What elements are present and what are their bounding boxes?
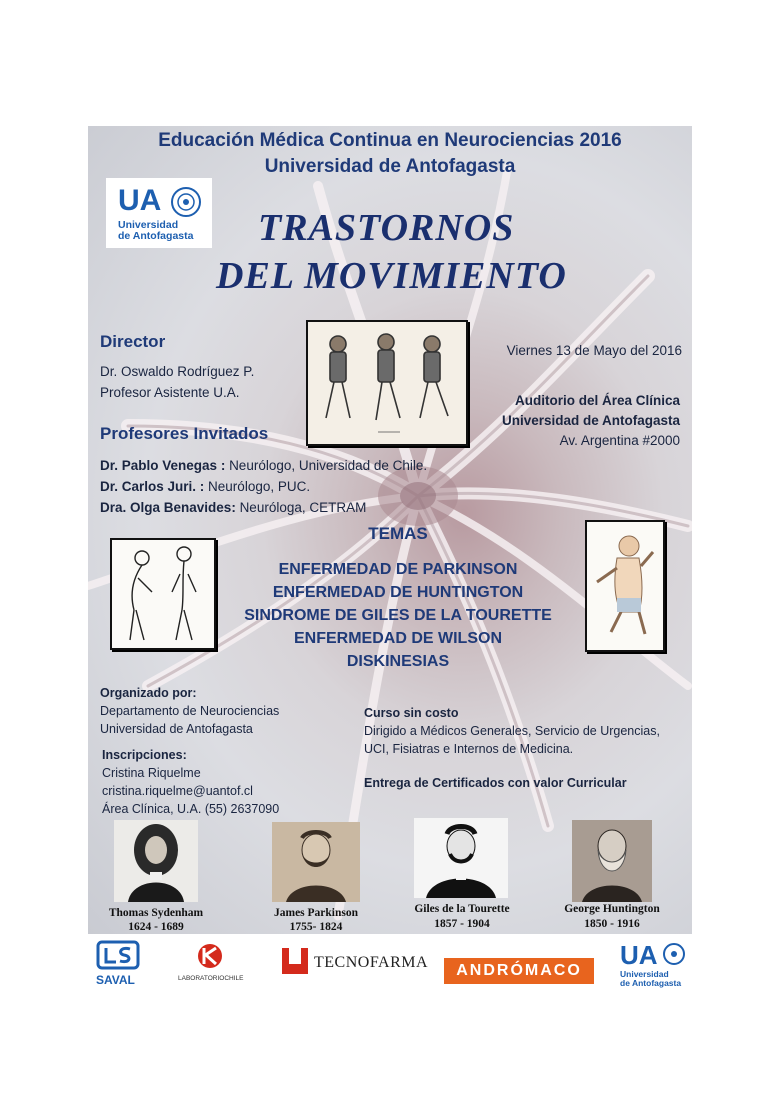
registration-email[interactable]: cristina.riquelme@uantof.cl <box>102 784 253 798</box>
tecnofarma-text: TECNOFARMA <box>314 954 429 971</box>
title-line-2: DEL MOVIMIENTO <box>216 255 567 297</box>
registration-phone: Área Clínica, U.A. (55) 2637090 <box>102 802 280 816</box>
topic-4: ENFERMEDAD DE WILSON <box>294 630 502 647</box>
director-heading: Director <box>100 332 166 351</box>
chorea-illustration <box>306 320 468 446</box>
walking-children-icon <box>308 322 466 444</box>
huntington-portrait-icon <box>572 820 652 902</box>
portrait-huntington <box>572 820 652 902</box>
portrait-years-2: 1755- 1824 <box>289 921 343 933</box>
guest-1-detail: Neurólogo, Universidad de Chile. <box>229 458 428 473</box>
poster <box>88 126 692 934</box>
guest-3-sep: : <box>231 500 240 515</box>
laboratorio-chile-text: LABORATORIOCHILE <box>178 975 244 982</box>
sponsor-logos <box>88 934 692 1000</box>
parkinson-illustration <box>110 538 216 650</box>
director-role: Profesor Asistente U.A. <box>100 385 240 400</box>
ua-sponsor-seal-icon <box>662 942 686 966</box>
tecnofarma-mark-icon <box>280 946 310 976</box>
guest-3 <box>100 497 366 518</box>
ua-sponsor-line-1: Universidad <box>620 969 669 979</box>
event-venue-line-2: Universidad de Antofagasta <box>501 413 680 428</box>
portrait-years-1: 1624 - 1689 <box>128 921 184 933</box>
portrait-years-4: 1850 - 1916 <box>584 918 640 930</box>
registration-name: Cristina Riquelme <box>102 766 201 780</box>
portrait-name-1: Thomas Sydenham <box>108 907 204 919</box>
tourette-illustration <box>585 520 665 652</box>
guest-1 <box>100 455 427 476</box>
portrait-name-4: George Huntington <box>564 903 660 915</box>
course-certificates: Entrega de Certificados con valor Curricular <box>364 776 627 790</box>
course-heading: Curso sin costo <box>364 706 459 720</box>
event-date: Viernes 13 de Mayo del 2016 <box>506 343 682 358</box>
portrait-years-3: 1857 - 1904 <box>434 918 490 930</box>
ua-logo-line-2: de Antofagasta <box>118 230 194 242</box>
ua-seal-icon <box>170 186 202 218</box>
organized-line-2: Universidad de Antofagasta <box>100 722 253 736</box>
saval-text: SAVAL <box>96 973 135 987</box>
guests-heading: Profesores Invitados <box>100 424 269 443</box>
guest-2-detail: Neurólogo, PUC. <box>208 479 311 494</box>
course-line-2: UCI, Fisiatras e Internos de Medicina. <box>364 742 574 756</box>
ua-logo <box>106 178 212 248</box>
ua-logo-line-1: Universidad <box>118 219 179 231</box>
sydenham-portrait-icon <box>114 820 198 902</box>
event-address: Av. Argentina #2000 <box>559 433 680 448</box>
tourette-portrait-icon <box>414 818 508 898</box>
ua-logo-letters: UA <box>118 184 162 217</box>
event-venue-line-1: Auditorio del Área Clínica <box>514 393 680 408</box>
registration-heading: Inscripciones: <box>102 748 187 762</box>
portrait-parkinson <box>272 822 360 902</box>
guest-2-sep: : <box>196 479 209 494</box>
guest-1-name: Dr. Pablo Venegas <box>100 458 218 473</box>
topics-heading: TEMAS <box>368 524 428 543</box>
topic-2: ENFERMEDAD DE HUNTINGTON <box>272 584 524 601</box>
parkinson-portrait-icon <box>272 822 360 902</box>
ua-sponsor-letters: UA <box>620 940 658 970</box>
title-line-1: TRASTORNOS <box>258 207 515 249</box>
director-name: Dr. Oswaldo Rodríguez P. <box>100 364 255 379</box>
child-figure-icon <box>587 522 663 650</box>
andromaco-logo: ANDRÓMACO <box>444 958 594 984</box>
topic-3: SINDROME DE GILES DE LA TOURETTE <box>244 607 552 624</box>
portrait-sydenham <box>114 820 198 902</box>
parkinson-figures-icon <box>112 540 214 648</box>
guest-3-detail: Neuróloga, CETRAM <box>239 500 367 515</box>
header-line-2: Universidad de Antofagasta <box>264 156 516 177</box>
topic-1: ENFERMEDAD DE PARKINSON <box>278 561 518 578</box>
topic-5: DISKINESIAS <box>346 653 450 670</box>
guest-1-sep: : <box>217 458 230 473</box>
guest-3-name: Dra. Olga Benavides <box>100 500 232 515</box>
ua-sponsor-line-2: de Antofagasta <box>620 978 682 988</box>
portrait-name-3: Giles de la Tourette <box>414 903 510 915</box>
laboratorio-chile-logo <box>178 940 242 982</box>
laboratorio-chile-mark-icon <box>190 940 230 970</box>
guest-2 <box>100 476 310 497</box>
portrait-tourette <box>414 818 508 898</box>
course-line-1: Dirigido a Médicos Generales, Servicio de Urgencias, <box>364 724 660 738</box>
organized-heading: Organizado por: <box>100 686 197 700</box>
guest-2-name: Dr. Carlos Juri. <box>100 479 197 494</box>
organized-line-1: Departamento de Neurociencias <box>100 704 280 718</box>
saval-mark-icon <box>96 940 140 970</box>
saval-logo <box>96 940 144 987</box>
header-line-1: Educación Médica Continua en Neurociencias 2016 <box>158 130 622 151</box>
portrait-name-2: James Parkinson <box>273 907 359 919</box>
